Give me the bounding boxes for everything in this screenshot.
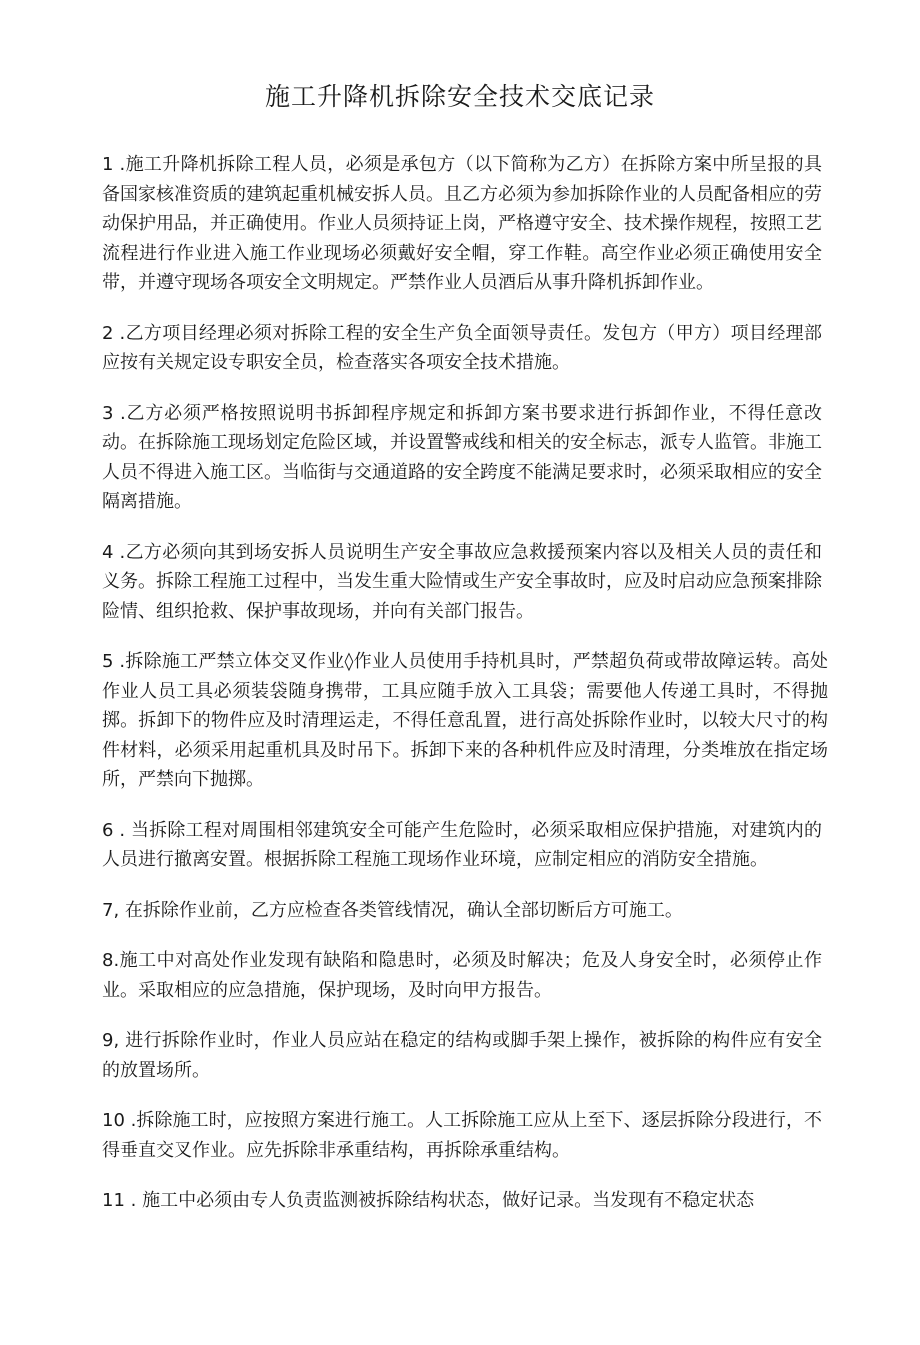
- clause-11: 11 . 施工中必须由专人负责监测被拆除结构状态，做好记录。当发现有不稳定状态: [102, 1190, 755, 1211]
- clause-9: 9, 进行拆除作业时，作业人员应站在稳定的结构或脚手架上操作，被拆除的构件应有安全的放置场所。: [102, 1030, 822, 1081]
- clause-2: 2 .乙方项目经理必须对拆除工程的安全生产负全面领导责任。发包方（甲方）项目经理部应按有关规定设专职安全员，检查落实各项安全技术措施。: [102, 322, 822, 373]
- clause-3: 3 .乙方必须严格按照说明书拆卸程序规定和拆卸方案书要求进行拆卸作业，不得任意改动。在拆除施工现场划定危险区域，并设置警戒线和相关的安全标志，派专人监管。非施工人员不得进入施工区。当临街与交通道路的安全跨度不能满足要求时，必须采取相应的安全隔离措施。: [102, 402, 822, 512]
- clause-6: 6 . 当拆除工程对周围相邻建筑安全可能产生危险时，必须采取相应保护措施，对建筑内的人员进行撤离安置。根据拆除工程施工现场作业环境，应制定相应的消防安全措施。: [102, 819, 822, 870]
- document-body: [102, 150, 828, 1237]
- clause-5: 5 .拆除施工严禁立体交叉作业◊作业人员使用手持机具时，严禁超负荷或带故障运转。高处作业人员工具必须装袋随身携带，工具应随手放入工具袋；需要他人传递工具时，不得抛掷。拆卸下的物件应及时清理运走，不得任意乱置，进行高处拆除作业时，以较大尺寸的构件材料，必须采用起重机具及时吊下。拆卸下来的各种机件应及时清理，分类堆放在指定场所，严禁向下抛掷。: [102, 651, 828, 790]
- clause-10: 10 .拆除施工时，应按照方案进行施工。人工拆除施工应从上至下、逐层拆除分段进行，不得垂直交叉作业。应先拆除非承重结构，再拆除承重结构。: [102, 1110, 822, 1161]
- clause-1: 1 .施工升降机拆除工程人员，必须是承包方（以下简称为乙方）在拆除方案中所呈报的具备国家核准资质的建筑起重机械安拆人员。且乙方必须为参加拆除作业的人员配备相应的劳动保护用品，并正确使用。作业人员须持证上岗，严格遵守安全、技术操作规程，按照工艺流程进行作业进入施工作业现场必须戴好安全帽，穿工作鞋。高空作业必须正确使用安全带，并遵守现场各项安全文明规定。严禁作业人员酒后从事升降机拆卸作业。: [102, 154, 822, 293]
- clause-4: 4 .乙方必须向其到场安拆人员说明生产安全事故应急救援预案内容以及相关人员的责任和义务。拆除工程施工过程中，当发生重大险情或生产安全事故时，应及时启动应急预案排除险情、组织抢救、保护事故现场，并向有关部门报告。: [102, 541, 822, 622]
- clause-8: 8.施工中对高处作业发现有缺陷和隐患时，必须及时解决；危及人身安全时，必须停止作业。采取相应的应急措施，保护现场，及时向甲方报告。: [102, 950, 822, 1001]
- document-title: 施工升降机拆除安全技术交底记录: [264, 82, 655, 111]
- clause-7: 7, 在拆除作业前，乙方应检查各类管线情况，确认全部切断后方可施工。: [102, 899, 683, 921]
